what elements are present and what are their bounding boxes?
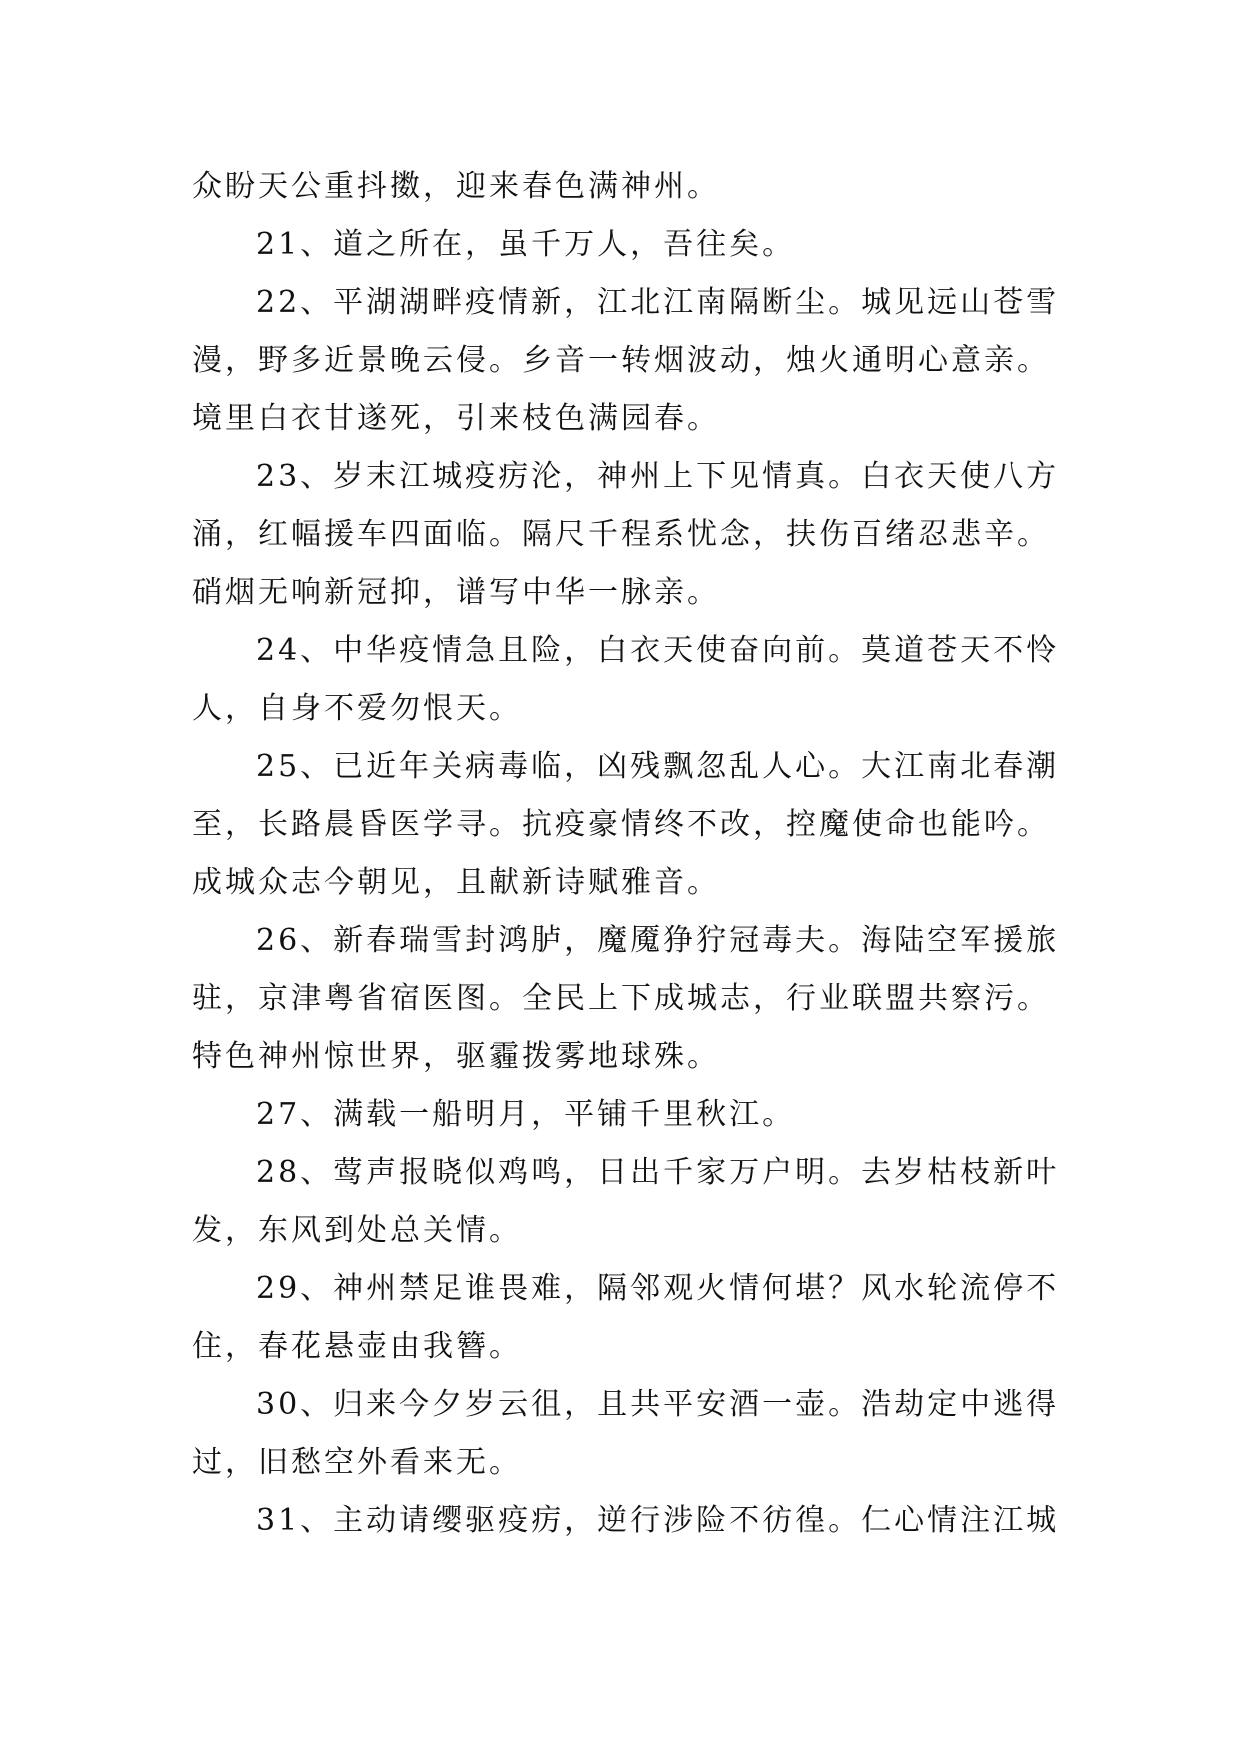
paragraph — [192, 448, 1059, 622]
text-line: 成城众志今朝见，且献新诗赋雅音。 — [192, 865, 720, 900]
text-line: 28、莺声报晓似鸡鸣，日出千家万户明。去岁枯枝新叶 — [256, 1155, 1060, 1190]
text-line: 26、新春瑞雪封鸿胪，魔魇狰狞冠毒夫。海陆空军援旅 — [256, 923, 1060, 958]
document-body — [192, 158, 1059, 1550]
text-line: 境里白衣甘遂死，引来枝色满园春。 — [192, 401, 720, 436]
text-line: 31、主动请缨驱疫疠，逆行涉险不彷徨。仁心情注江城 — [256, 1503, 1060, 1538]
text-line: 30、归来今夕岁云徂，且共平安酒一壶。浩劫定中逃得 — [256, 1387, 1060, 1422]
paragraph — [192, 738, 1059, 912]
text-line: 涌，红幅援车四面临。隔尺千程系忧念，扶伤百绪忍悲辛。 — [192, 517, 1050, 552]
text-line: 29、神州禁足谁畏难，隔邻观火情何堪？风水轮流停不 — [256, 1271, 1060, 1306]
text-line: 硝烟无响新冠抑，谱写中华一脉亲。 — [192, 575, 720, 610]
text-line: 特色神州惊世界，驱霾拨雾地球殊。 — [192, 1039, 720, 1074]
paragraph — [192, 1144, 1059, 1260]
text-line: 25、已近年关病毒临，凶残飘忽乱人心。大江南北春潮 — [256, 749, 1060, 784]
text-line: 人，自身不爱勿恨天。 — [192, 691, 522, 726]
text-line: 21、道之所在，虽千万人，吾往矣。 — [256, 227, 796, 262]
text-line: 24、中华疫情急且险，白衣天使奋向前。莫道苍天不怜 — [256, 633, 1060, 668]
paragraph — [192, 158, 1059, 216]
text-line: 至，长路晨昏医学寻。抗疫豪情终不改，控魔使命也能吟。 — [192, 807, 1050, 842]
text-line: 住，春花悬壶由我簪。 — [192, 1329, 522, 1364]
text-line: 过，旧愁空外看来无。 — [192, 1445, 522, 1480]
text-line: 23、岁末江城疫疠沦，神州上下见情真。白衣天使八方 — [256, 459, 1060, 494]
text-line: 22、平湖湖畔疫情新，江北江南隔断尘。城见远山苍雪 — [256, 285, 1060, 320]
paragraph — [192, 216, 1059, 274]
text-line: 驻，京津粤省宿医图。全民上下成城志，行业联盟共察污。 — [192, 981, 1050, 1016]
paragraph — [192, 1086, 1059, 1144]
text-line: 发，东风到处总关情。 — [192, 1213, 522, 1248]
paragraph — [192, 1376, 1059, 1492]
paragraph — [192, 912, 1059, 1086]
paragraph — [192, 1492, 1059, 1550]
paragraph — [192, 1260, 1059, 1376]
paragraph — [192, 622, 1059, 738]
text-line: 众盼天公重抖擞，迎来春色满神州。 — [192, 169, 720, 204]
text-line: 漫，野多近景晚云侵。乡音一转烟波动，烛火通明心意亲。 — [192, 343, 1050, 378]
text-line: 27、满载一船明月，平铺千里秋江。 — [256, 1097, 796, 1132]
paragraph — [192, 274, 1059, 448]
